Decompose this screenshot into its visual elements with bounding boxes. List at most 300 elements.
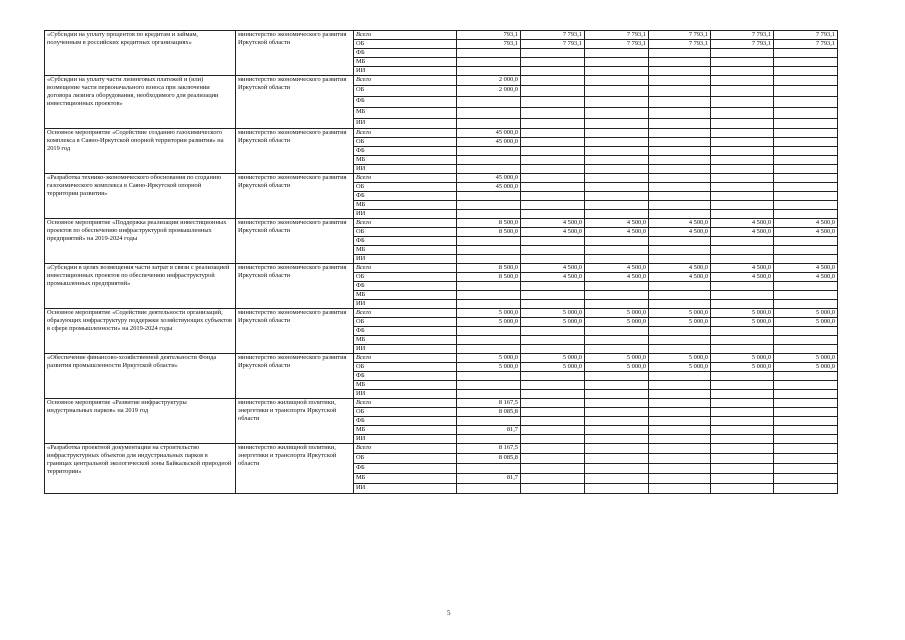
table-row <box>45 174 838 183</box>
amount-cell: 4 500,0 <box>585 264 649 273</box>
amount-cell <box>649 454 711 464</box>
amount-cell: 4 500,0 <box>521 264 585 273</box>
funding-source-cell: ФБ <box>354 237 457 246</box>
amount-cell <box>711 67 774 76</box>
amount-cell <box>649 174 711 183</box>
measure-name-cell: Основное мероприятие «Содействие созданию газохимического комплекса в Саяно-Иркутской опорной территории развития» на 2019 год <box>45 129 236 174</box>
amount-cell <box>585 58 649 67</box>
amount-cell <box>521 408 585 417</box>
amount-cell <box>585 426 649 435</box>
executor-cell: министерство жилищной политики, энергетики и транспорта Иркутской области <box>236 444 354 494</box>
amount-cell <box>711 454 774 464</box>
amount-cell <box>521 417 585 426</box>
amount-cell <box>649 147 711 156</box>
amount-cell <box>774 237 838 246</box>
amount-cell <box>521 282 585 291</box>
funding-source-cell: ФБ <box>354 282 457 291</box>
funding-source-cell: МБ <box>354 474 457 484</box>
amount-cell <box>711 201 774 210</box>
table-body <box>45 31 838 494</box>
amount-cell <box>521 138 585 147</box>
amount-cell <box>457 417 521 426</box>
amount-cell <box>774 435 838 444</box>
amount-cell <box>711 444 774 454</box>
amount-cell: 5 000,0 <box>521 309 585 318</box>
amount-cell <box>711 300 774 309</box>
amount-cell <box>585 246 649 255</box>
funding-source-cell: ИИ <box>354 390 457 399</box>
amount-cell <box>585 474 649 484</box>
funding-source-cell: ФБ <box>354 417 457 426</box>
amount-cell: 793,1 <box>457 31 521 40</box>
amount-cell <box>774 192 838 201</box>
amount-cell <box>585 381 649 390</box>
funding-source-cell: Всего <box>354 309 457 318</box>
table-row <box>45 264 838 273</box>
amount-cell <box>649 435 711 444</box>
amount-cell: 4 500,0 <box>711 273 774 282</box>
amount-cell: 8 500,0 <box>457 228 521 237</box>
amount-cell <box>521 183 585 192</box>
amount-cell <box>521 165 585 174</box>
measure-name-cell: «Разработка проектной документации на строительство инфраструктурных объектов для индустриальных парков в границах центральной экологической зоны Байкальской природной территории» <box>45 444 236 494</box>
amount-cell <box>457 210 521 219</box>
measure-name-cell: «Разработка технико-экономического обоснования по созданию газохимического комплекса в Саяно-Иркутской опорной территории развития» <box>45 174 236 219</box>
funding-source-cell: ФБ <box>354 97 457 108</box>
amount-cell: 4 500,0 <box>521 219 585 228</box>
amount-cell <box>649 237 711 246</box>
funding-source-cell: ИИ <box>354 210 457 219</box>
amount-cell <box>521 300 585 309</box>
amount-cell <box>774 327 838 336</box>
funding-source-cell: МБ <box>354 426 457 435</box>
amount-cell <box>457 345 521 354</box>
amount-cell <box>774 86 838 97</box>
amount-cell <box>774 300 838 309</box>
amount-cell: 4 500,0 <box>774 273 838 282</box>
amount-cell <box>585 408 649 417</box>
amount-cell: 5 000,0 <box>585 354 649 363</box>
amount-cell <box>521 97 585 108</box>
funding-source-cell: МБ <box>354 336 457 345</box>
amount-cell <box>585 183 649 192</box>
amount-cell <box>585 484 649 494</box>
amount-cell <box>711 192 774 201</box>
amount-cell: 7 793,1 <box>521 31 585 40</box>
amount-cell <box>774 156 838 165</box>
funding-source-cell: ОБ <box>354 273 457 282</box>
funding-source-cell: Всего <box>354 76 457 86</box>
amount-cell: 8 085,8 <box>457 454 521 464</box>
amount-cell: 4 500,0 <box>649 228 711 237</box>
page-number: 5 <box>447 609 451 617</box>
funding-source-cell: МБ <box>354 156 457 165</box>
amount-cell <box>521 444 585 454</box>
amount-cell <box>457 327 521 336</box>
funding-source-cell: Всего <box>354 219 457 228</box>
amount-cell: 4 500,0 <box>521 273 585 282</box>
amount-cell <box>585 76 649 86</box>
amount-cell <box>649 246 711 255</box>
amount-cell <box>521 454 585 464</box>
executor-cell: министерство экономического развития Иркутской области <box>236 309 354 354</box>
amount-cell <box>457 237 521 246</box>
measure-name-cell: «Субсидии на уплату части лизинговых платежей и (или) возмещение части первоначального взноса при заключении договора лизинга оборудования, необходимого для реализации инвестиционных проектов» <box>45 76 236 129</box>
amount-cell <box>457 390 521 399</box>
amount-cell: 4 500,0 <box>711 264 774 273</box>
amount-cell <box>774 129 838 138</box>
amount-cell <box>711 336 774 345</box>
funding-source-cell: ИИ <box>354 300 457 309</box>
amount-cell <box>649 49 711 58</box>
amount-cell <box>521 86 585 97</box>
amount-cell <box>521 156 585 165</box>
amount-cell <box>585 454 649 464</box>
amount-cell <box>649 390 711 399</box>
amount-cell <box>711 49 774 58</box>
amount-cell: 5 000,0 <box>774 363 838 372</box>
amount-cell <box>711 58 774 67</box>
amount-cell: 5 000,0 <box>711 354 774 363</box>
amount-cell <box>774 381 838 390</box>
amount-cell <box>774 165 838 174</box>
amount-cell <box>649 474 711 484</box>
amount-cell <box>585 129 649 138</box>
funding-source-cell: Всего <box>354 31 457 40</box>
amount-cell <box>521 129 585 138</box>
amount-cell <box>711 399 774 408</box>
amount-cell: 4 500,0 <box>585 219 649 228</box>
measure-name-cell: Основное мероприятие «Поддержка реализации инвестиционных проектов по обеспечению инфраструктурой промышленных предприятий» на 2019-2024 годы <box>45 219 236 264</box>
amount-cell <box>649 129 711 138</box>
amount-cell <box>521 58 585 67</box>
funding-source-cell: ИИ <box>354 435 457 444</box>
amount-cell <box>711 327 774 336</box>
amount-cell <box>711 156 774 165</box>
amount-cell <box>649 156 711 165</box>
amount-cell <box>711 108 774 119</box>
amount-cell <box>711 435 774 444</box>
amount-cell: 8 167,5 <box>457 399 521 408</box>
funding-source-cell: Всего <box>354 174 457 183</box>
amount-cell <box>774 49 838 58</box>
amount-cell <box>457 165 521 174</box>
amount-cell <box>457 484 521 494</box>
amount-cell <box>774 183 838 192</box>
amount-cell: 8 500,0 <box>457 264 521 273</box>
amount-cell <box>457 372 521 381</box>
amount-cell: 8 500,0 <box>457 219 521 228</box>
amount-cell <box>521 237 585 246</box>
amount-cell <box>774 399 838 408</box>
amount-cell: 7 793,1 <box>711 31 774 40</box>
amount-cell <box>521 336 585 345</box>
amount-cell <box>585 119 649 129</box>
amount-cell: 7 793,1 <box>521 40 585 49</box>
amount-cell <box>457 108 521 119</box>
amount-cell: 5 000,0 <box>457 354 521 363</box>
amount-cell <box>711 237 774 246</box>
amount-cell <box>585 291 649 300</box>
amount-cell: 5 000,0 <box>711 318 774 327</box>
amount-cell: 5 000,0 <box>774 309 838 318</box>
funding-source-cell: ИИ <box>354 345 457 354</box>
amount-cell: 5 000,0 <box>585 309 649 318</box>
amount-cell <box>521 484 585 494</box>
amount-cell <box>521 147 585 156</box>
amount-cell: 5 000,0 <box>711 309 774 318</box>
funding-source-cell: ОБ <box>354 454 457 464</box>
amount-cell <box>774 147 838 156</box>
amount-cell <box>649 165 711 174</box>
amount-cell: 8 500,0 <box>457 273 521 282</box>
funding-source-cell: МБ <box>354 108 457 119</box>
amount-cell <box>774 201 838 210</box>
amount-cell <box>649 399 711 408</box>
amount-cell: 45 000,0 <box>457 174 521 183</box>
amount-cell <box>774 138 838 147</box>
amount-cell <box>774 444 838 454</box>
amount-cell <box>457 67 521 76</box>
table-row <box>45 76 838 86</box>
amount-cell: 5 000,0 <box>521 363 585 372</box>
amount-cell <box>521 49 585 58</box>
amount-cell <box>521 246 585 255</box>
funding-source-cell: ОБ <box>354 363 457 372</box>
executor-cell: министерство экономического развития Иркутской области <box>236 219 354 264</box>
amount-cell <box>585 417 649 426</box>
amount-cell <box>774 76 838 86</box>
amount-cell <box>711 390 774 399</box>
funding-source-cell: Всего <box>354 444 457 454</box>
funding-source-cell: МБ <box>354 201 457 210</box>
amount-cell <box>649 119 711 129</box>
table-row <box>45 219 838 228</box>
amount-cell <box>457 192 521 201</box>
amount-cell <box>585 282 649 291</box>
amount-cell <box>774 417 838 426</box>
amount-cell: 7 793,1 <box>711 40 774 49</box>
amount-cell: 5 000,0 <box>649 354 711 363</box>
amount-cell <box>649 444 711 454</box>
amount-cell: 793,1 <box>457 40 521 49</box>
funding-source-cell: ОБ <box>354 138 457 147</box>
amount-cell <box>521 67 585 76</box>
amount-cell <box>585 399 649 408</box>
amount-cell <box>711 255 774 264</box>
amount-cell <box>774 67 838 76</box>
amount-cell <box>711 246 774 255</box>
amount-cell: 5 000,0 <box>457 309 521 318</box>
table-row <box>45 354 838 363</box>
amount-cell <box>774 246 838 255</box>
amount-cell <box>521 210 585 219</box>
amount-cell <box>585 165 649 174</box>
amount-cell <box>585 156 649 165</box>
amount-cell: 5 000,0 <box>711 363 774 372</box>
amount-cell <box>457 255 521 264</box>
funding-source-cell: ФБ <box>354 327 457 336</box>
amount-cell <box>774 484 838 494</box>
funding-source-cell: ФБ <box>354 147 457 156</box>
amount-cell <box>457 381 521 390</box>
amount-cell <box>774 345 838 354</box>
amount-cell <box>774 291 838 300</box>
amount-cell <box>585 97 649 108</box>
executor-cell: министерство экономического развития Иркутской области <box>236 174 354 219</box>
amount-cell: 45 000,0 <box>457 183 521 192</box>
amount-cell <box>649 372 711 381</box>
amount-cell: 5 000,0 <box>521 354 585 363</box>
funding-source-cell: МБ <box>354 58 457 67</box>
amount-cell <box>521 201 585 210</box>
funding-source-cell: ИИ <box>354 255 457 264</box>
amount-cell: 4 500,0 <box>649 264 711 273</box>
amount-cell <box>521 390 585 399</box>
amount-cell <box>711 282 774 291</box>
amount-cell <box>774 454 838 464</box>
amount-cell <box>711 210 774 219</box>
amount-cell <box>457 156 521 165</box>
document-page <box>44 30 837 494</box>
amount-cell <box>457 291 521 300</box>
amount-cell: 2 000,0 <box>457 76 521 86</box>
amount-cell <box>457 58 521 67</box>
amount-cell: 4 500,0 <box>774 228 838 237</box>
amount-cell: 8 085,8 <box>457 408 521 417</box>
amount-cell: 5 000,0 <box>457 363 521 372</box>
executor-cell: министерство экономического развития Иркутской области <box>236 354 354 399</box>
amount-cell <box>457 435 521 444</box>
table-row <box>45 129 838 138</box>
amount-cell <box>711 484 774 494</box>
executor-cell: министерство жилищной политики, энергетики и транспорта Иркутской области <box>236 399 354 444</box>
amount-cell <box>521 426 585 435</box>
measure-name-cell: Основное мероприятие «Содействие деятельности организаций, образующих инфраструктуру поддержки хозяйствующих субъектов в сфере промышленности» на 2019-2024 годы <box>45 309 236 354</box>
amount-cell <box>585 138 649 147</box>
amount-cell: 5 000,0 <box>649 363 711 372</box>
amount-cell <box>711 417 774 426</box>
funding-source-cell: ФБ <box>354 192 457 201</box>
amount-cell <box>711 129 774 138</box>
amount-cell: 4 500,0 <box>585 273 649 282</box>
amount-cell: 4 500,0 <box>774 219 838 228</box>
amount-cell <box>649 210 711 219</box>
amount-cell: 4 500,0 <box>774 264 838 273</box>
amount-cell <box>585 86 649 97</box>
amount-cell <box>649 183 711 192</box>
funding-source-cell: ОБ <box>354 86 457 97</box>
amount-cell: 5 000,0 <box>457 318 521 327</box>
funding-source-cell: МБ <box>354 291 457 300</box>
amount-cell: 2 000,0 <box>457 86 521 97</box>
funding-source-cell: ОБ <box>354 318 457 327</box>
amount-cell <box>774 119 838 129</box>
amount-cell <box>711 372 774 381</box>
amount-cell <box>711 147 774 156</box>
amount-cell <box>585 435 649 444</box>
amount-cell <box>649 345 711 354</box>
executor-cell: министерство экономического развития Иркутской области <box>236 76 354 129</box>
amount-cell: 5 000,0 <box>774 318 838 327</box>
amount-cell <box>774 255 838 264</box>
amount-cell <box>585 210 649 219</box>
amount-cell <box>521 174 585 183</box>
measure-name-cell: «Субсидии в целях возмещения части затрат в связи с реализацией инвестиционных проектов по обеспечению инфраструктурой промышленных предприятий» <box>45 264 236 309</box>
amount-cell <box>649 464 711 474</box>
amount-cell: 45 000,0 <box>457 138 521 147</box>
measure-name-cell: «Субсидии на уплату процентов по кредитам и займам, полученным в российских кредитных организациях» <box>45 31 236 76</box>
amount-cell: 5 000,0 <box>649 309 711 318</box>
amount-cell <box>774 108 838 119</box>
amount-cell <box>649 192 711 201</box>
funding-source-cell: ИИ <box>354 67 457 76</box>
amount-cell <box>585 108 649 119</box>
funding-source-cell: ОБ <box>354 408 457 417</box>
measure-name-cell: «Обеспечение финансово-хозяйственной деятельности Фонда развития промышленности Иркутской области» <box>45 354 236 399</box>
amount-cell <box>585 49 649 58</box>
amount-cell: 7 793,1 <box>585 31 649 40</box>
amount-cell <box>711 86 774 97</box>
amount-cell <box>649 201 711 210</box>
amount-cell <box>457 119 521 129</box>
amount-cell: 4 500,0 <box>711 219 774 228</box>
amount-cell <box>457 336 521 345</box>
amount-cell: 4 500,0 <box>585 228 649 237</box>
amount-cell <box>521 291 585 300</box>
funding-source-cell: ФБ <box>354 464 457 474</box>
amount-cell <box>649 291 711 300</box>
funding-source-cell: ОБ <box>354 183 457 192</box>
executor-cell: министерство экономического развития Иркутской области <box>236 129 354 174</box>
amount-cell <box>711 183 774 192</box>
amount-cell <box>457 464 521 474</box>
amount-cell <box>585 464 649 474</box>
amount-cell <box>649 327 711 336</box>
amount-cell <box>585 390 649 399</box>
amount-cell <box>711 119 774 129</box>
amount-cell <box>521 108 585 119</box>
amount-cell <box>457 147 521 156</box>
measure-name-cell: Основное мероприятие «Развитие инфраструктуры индустриальных парков» на 2019 год <box>45 399 236 444</box>
amount-cell <box>774 336 838 345</box>
amount-cell <box>711 426 774 435</box>
amount-cell <box>585 255 649 264</box>
amount-cell: 4 500,0 <box>649 273 711 282</box>
amount-cell: 5 000,0 <box>774 354 838 363</box>
amount-cell <box>585 237 649 246</box>
funding-source-cell: ИИ <box>354 119 457 129</box>
amount-cell <box>649 97 711 108</box>
amount-cell <box>649 76 711 86</box>
funding-source-cell: Всего <box>354 129 457 138</box>
amount-cell <box>521 435 585 444</box>
amount-cell <box>521 255 585 264</box>
table-row <box>45 444 838 454</box>
amount-cell: 7 793,1 <box>649 31 711 40</box>
amount-cell <box>774 174 838 183</box>
table-row <box>45 309 838 318</box>
funding-source-cell: ИИ <box>354 165 457 174</box>
amount-cell <box>711 464 774 474</box>
amount-cell: 7 793,1 <box>649 40 711 49</box>
amount-cell <box>649 300 711 309</box>
amount-cell <box>649 417 711 426</box>
amount-cell <box>774 408 838 417</box>
amount-cell <box>521 76 585 86</box>
amount-cell: 5 000,0 <box>649 318 711 327</box>
amount-cell <box>711 408 774 417</box>
